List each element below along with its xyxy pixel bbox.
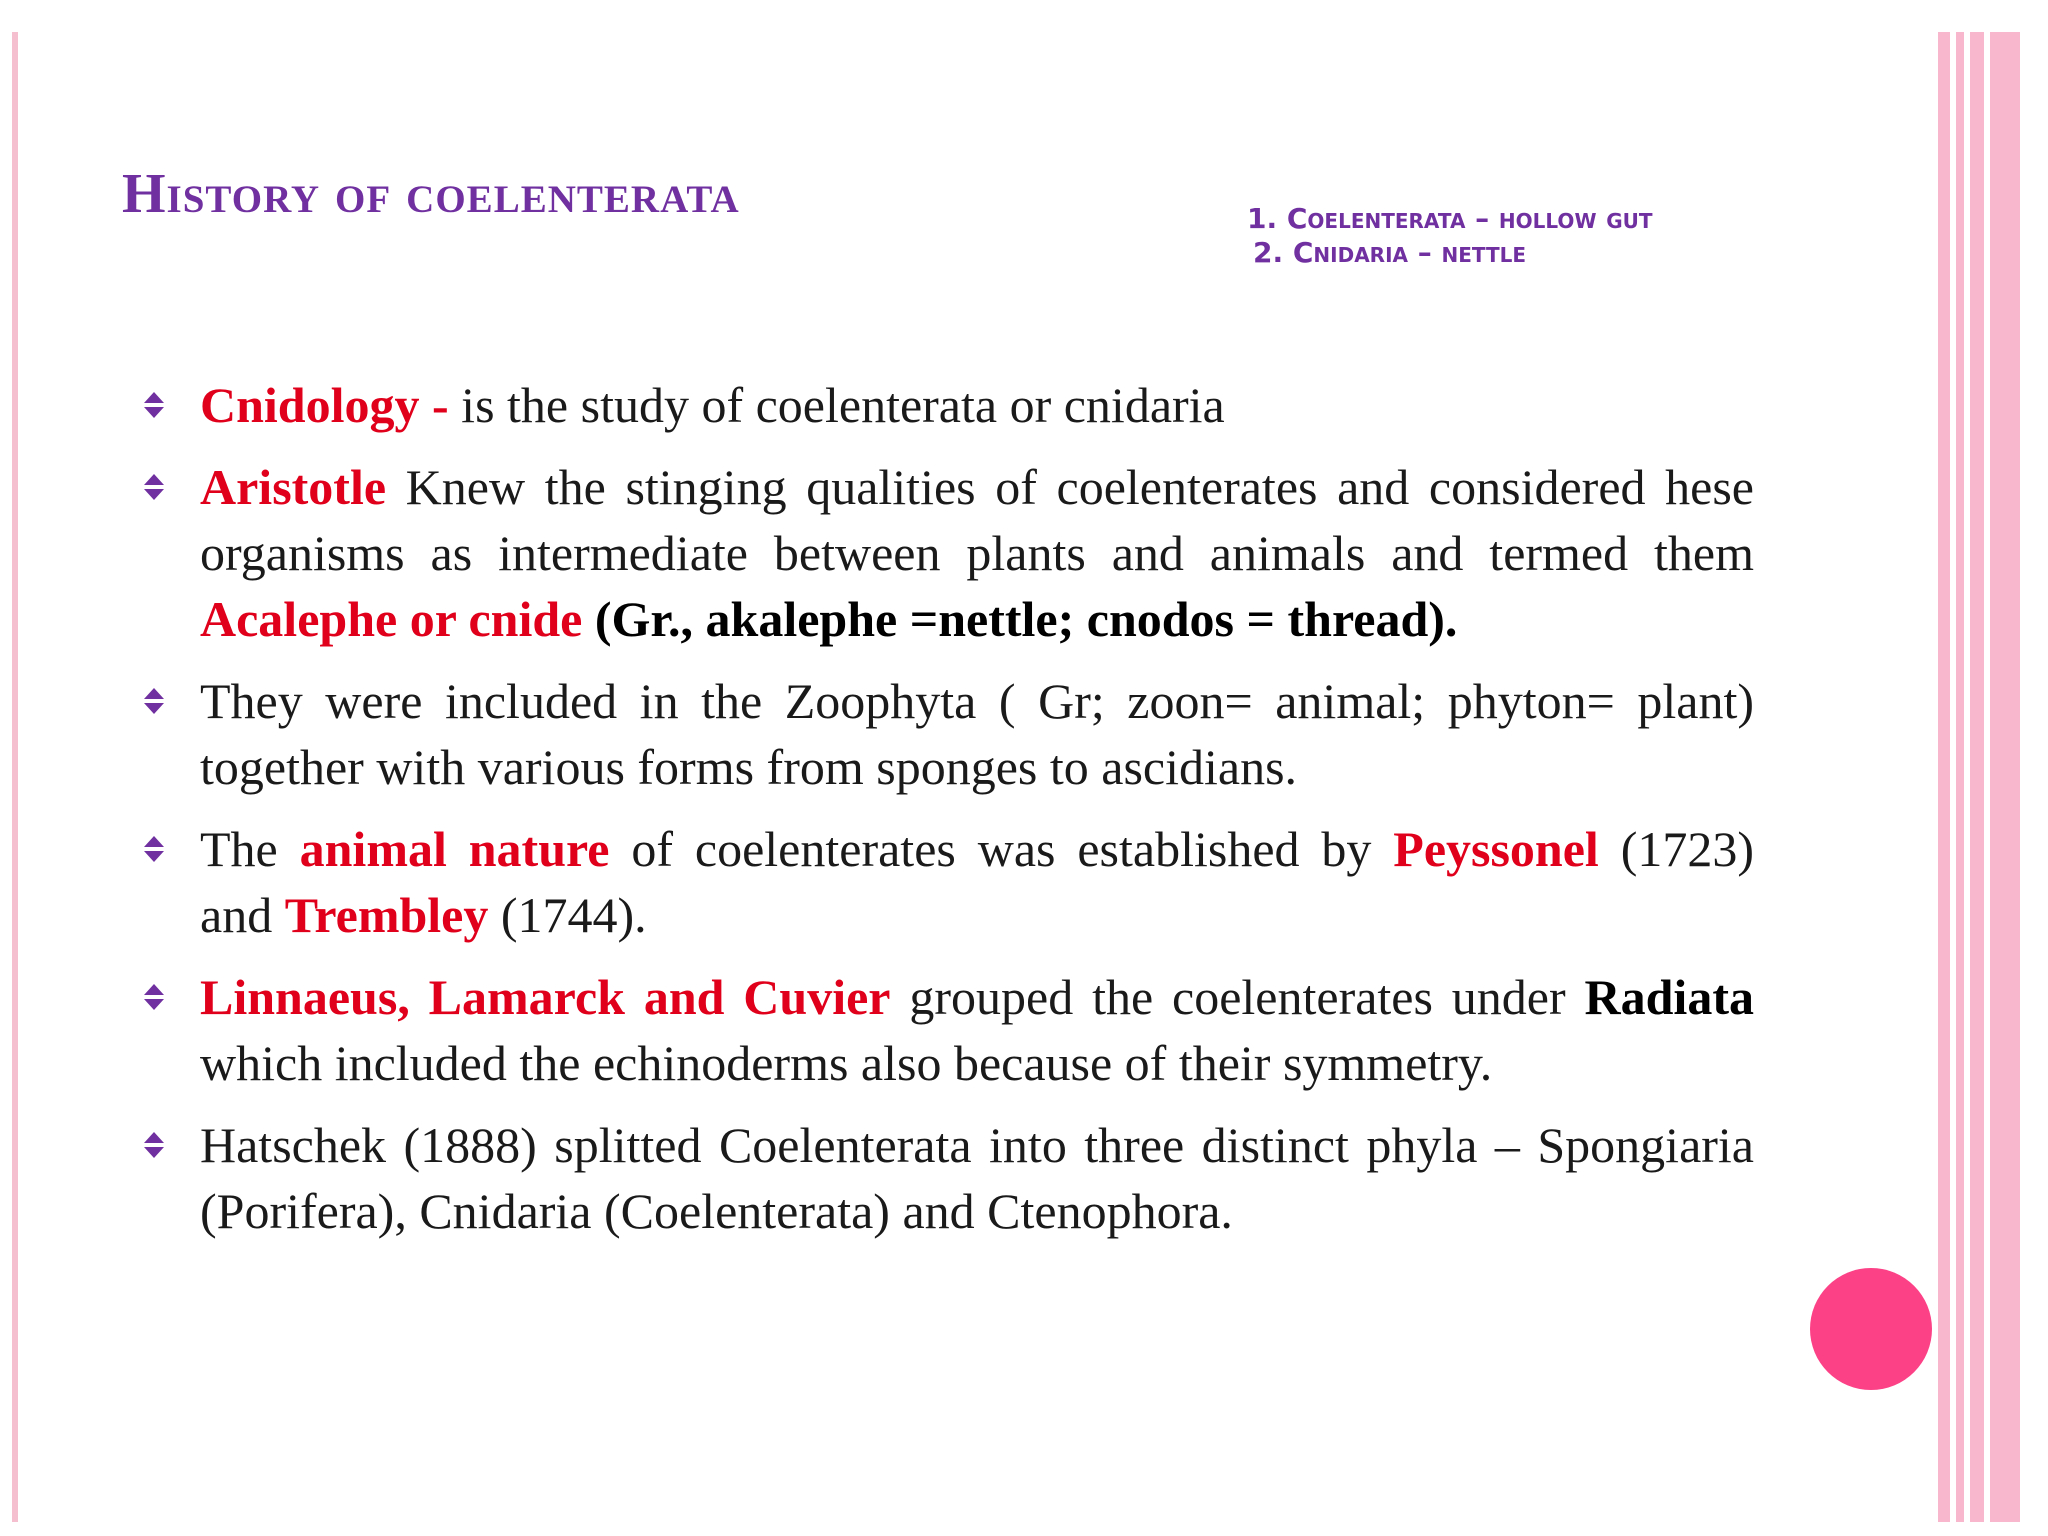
diamond-arrow-icon	[144, 984, 164, 1010]
bullet-item	[140, 816, 1754, 948]
bullet-item	[140, 372, 1754, 438]
bullet-list	[140, 372, 1754, 1260]
bullet-text-bold: (Gr., akalephe =nettle; cnodos = thread).	[582, 591, 1458, 647]
bullet-term: Peyssonel	[1393, 821, 1599, 877]
diamond-arrow-icon	[144, 688, 164, 714]
bullet-text: They were included in the Zoophyta ( Gr; zoon= animal; phyton= plant) together with various forms from sponges to ascidians.	[200, 673, 1754, 795]
left-decorative-stripe	[12, 32, 18, 1522]
bullet-term: animal nature	[299, 821, 610, 877]
bullet-item	[140, 454, 1754, 652]
bullet-item	[140, 668, 1754, 800]
right-decorative-stripe	[1956, 32, 1964, 1522]
right-decorative-stripe	[1970, 32, 1984, 1522]
decorative-pink-circle	[1810, 1268, 1932, 1390]
bullet-item	[140, 1112, 1754, 1244]
subtitle-line-2: 2. Cnidaria – nettle	[1253, 236, 1527, 269]
diamond-arrow-icon	[144, 1132, 164, 1158]
right-decorative-stripe	[1990, 32, 2020, 1522]
slide-subtitle	[1247, 202, 1653, 270]
right-decorative-stripe	[1938, 32, 1950, 1522]
subtitle-line-1: 1. Coelenterata – hollow gut	[1247, 202, 1653, 235]
bullet-text: Hatschek (1888) splitted Coelenterata into three distinct phyla – Spongiaria (Porifera), Cnidaria (Coelenterata) and Ctenophora.	[200, 1117, 1754, 1239]
bullet-term: Aristotle	[200, 459, 387, 515]
bullet-text: grouped the coelenterates under	[890, 969, 1585, 1025]
bullet-term: Acalephe or cnide	[200, 591, 583, 647]
bullet-text: is the study of coelenterata or cnidaria	[461, 377, 1225, 433]
bullet-text: which included the echinoderms also because of their symmetry.	[200, 1035, 1493, 1091]
bullet-term: Trembley	[284, 887, 489, 943]
slide-title: History of coelenterata	[122, 163, 740, 225]
bullet-term: Linnaeus, Lamarck and Cuvier	[200, 969, 891, 1025]
bullet-text: Knew the stinging qualities of coelenterates and considered hese organisms as intermediate between plants and animals and termed them	[200, 459, 1754, 581]
bullet-text: (1723) and	[200, 821, 1755, 943]
bullet-term: Cnidology -	[200, 377, 462, 433]
bullet-term-bold: Radiata	[1584, 969, 1754, 1025]
bullet-text: of coelenterates was established by	[609, 821, 1394, 877]
bullet-item	[140, 964, 1754, 1096]
bullet-text: (1744).	[488, 887, 647, 943]
diamond-arrow-icon	[144, 392, 164, 418]
diamond-arrow-icon	[144, 836, 164, 862]
bullet-text: The	[200, 821, 300, 877]
diamond-arrow-icon	[144, 474, 164, 500]
